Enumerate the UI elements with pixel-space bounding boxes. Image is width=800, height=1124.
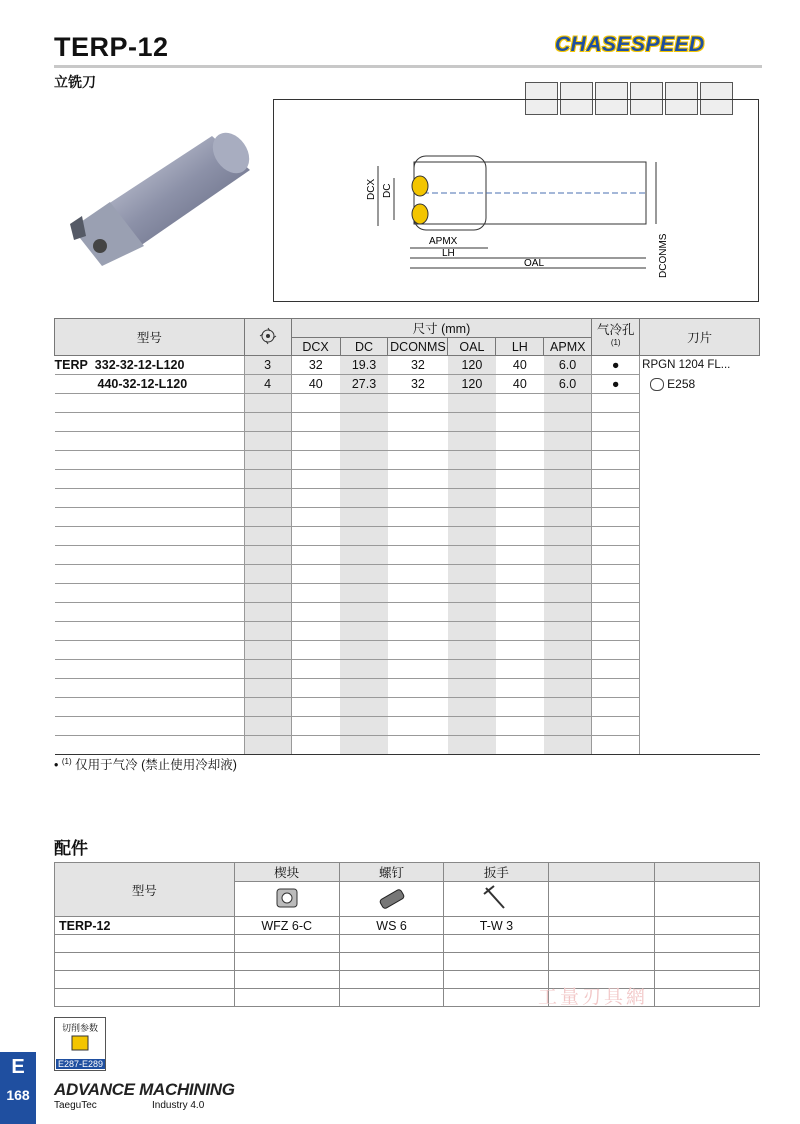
dim-label-dcx: DCX <box>366 178 377 200</box>
title-divider <box>54 65 762 68</box>
col-header-dc: DC <box>340 338 388 356</box>
dim-label-dc: DC <box>382 183 393 198</box>
dim-label-dconms: DCONMS <box>658 233 669 278</box>
lh-value: 40 <box>496 375 544 394</box>
col-header-coolant: 气冷孔$^{(1)}$ <box>592 319 640 356</box>
acc-model: TERP-12 <box>55 917 235 935</box>
page-title: TERP-12 <box>54 32 169 62</box>
oal-value: 120 <box>448 375 496 394</box>
coolant-mark: ● <box>592 356 640 375</box>
dcx-value: 32 <box>291 356 340 375</box>
page-subtitle: 立铣刀 <box>54 74 96 90</box>
chasespeed-logo: CHASESPEED <box>555 33 705 56</box>
spec-table <box>54 318 760 755</box>
col-header-teeth <box>244 319 291 356</box>
section-letter: E <box>11 1056 25 1078</box>
col-header-apmx: APMX <box>544 338 592 356</box>
col-header-dconms: DCONMS <box>388 338 448 356</box>
tool-photo <box>62 128 257 268</box>
brand-logo: ADVANCE MACHINING <box>54 1080 235 1099</box>
acc-col-header-wrench: 扳手 <box>444 863 549 882</box>
model-prefix: TERP <box>54 358 88 372</box>
coolant-mark: ● <box>592 375 640 394</box>
col-header-lh: LH <box>496 338 544 356</box>
wedge-image <box>234 882 339 917</box>
acc-col-header-model: 型号 <box>55 863 235 917</box>
wrench-code: T-W 3 <box>444 917 549 935</box>
table-row <box>55 375 760 394</box>
dconms-value: 32 <box>388 375 448 394</box>
dc-value: 27.3 <box>340 375 388 394</box>
apmx-value: 6.0 <box>544 356 592 375</box>
dc-value: 19.3 <box>340 356 388 375</box>
wedge-code: WFZ 6-C <box>234 917 339 935</box>
brand-tagline: Industry 4.0 <box>152 1100 205 1111</box>
accessories-title: 配件 <box>54 839 88 858</box>
model-number: 332-32-12-L120 <box>94 358 185 372</box>
cutting-data-page-ref: E287-E289 <box>58 1059 104 1069</box>
brand-company: TaeguTec <box>54 1100 97 1111</box>
footnote-mark: (1) <box>61 756 72 766</box>
acc-col-header-empty-2 <box>655 863 760 882</box>
page-tab <box>0 1052 36 1124</box>
dim-label-oal: OAL <box>524 258 545 269</box>
apmx-value: 6.0 <box>544 375 592 394</box>
teeth-count: 3 <box>244 356 291 375</box>
cutting-data-label: 切削参数 <box>61 1023 98 1033</box>
dcx-value: 40 <box>291 375 340 394</box>
dconms-value: 32 <box>388 356 448 375</box>
dim-label-apmx: APMX <box>429 236 458 247</box>
page-ref-icon <box>650 378 664 391</box>
dim-label-lh: LH <box>442 248 455 259</box>
footnote-bullet: • <box>54 758 59 772</box>
footnote-text: 仅用于气冷 (禁止使用冷却液) <box>75 758 237 772</box>
col-header-model: 型号 <box>55 319 245 356</box>
screw-icon <box>374 884 410 912</box>
col-header-dcx: DCX <box>291 338 340 356</box>
table-row <box>55 356 760 375</box>
lh-value: 40 <box>496 356 544 375</box>
insert-page-ref[interactable]: E258 <box>640 375 760 394</box>
table-row <box>55 917 760 935</box>
model-number: 440-32-12-L120 <box>97 377 188 391</box>
wrench-image <box>444 882 549 917</box>
col-header-dimensions: 尺寸 (mm) <box>291 319 592 338</box>
screw-image <box>339 882 444 917</box>
wrench-icon <box>478 884 514 912</box>
screw-code: WS 6 <box>339 917 444 935</box>
technical-drawing <box>274 100 758 301</box>
acc-col-header-wedge: 楔块 <box>234 863 339 882</box>
acc-col-header-empty-1 <box>549 863 655 882</box>
wedge-icon <box>272 884 302 912</box>
col-header-oal: OAL <box>448 338 496 356</box>
acc-col-header-screw: 螺钉 <box>339 863 444 882</box>
teeth-count: 4 <box>244 375 291 394</box>
cutting-data-icon <box>68 1034 92 1052</box>
accessories-table <box>54 862 760 1007</box>
col-header-insert: 刀片 <box>640 319 760 356</box>
page-number: 168 <box>6 1087 30 1103</box>
teeth-count-icon <box>258 326 278 346</box>
footnote <box>54 755 237 773</box>
watermark: 工量刃具網 <box>538 987 649 1008</box>
insert-code: RPGN 1204 FL... <box>640 356 760 375</box>
oal-value: 120 <box>448 356 496 375</box>
